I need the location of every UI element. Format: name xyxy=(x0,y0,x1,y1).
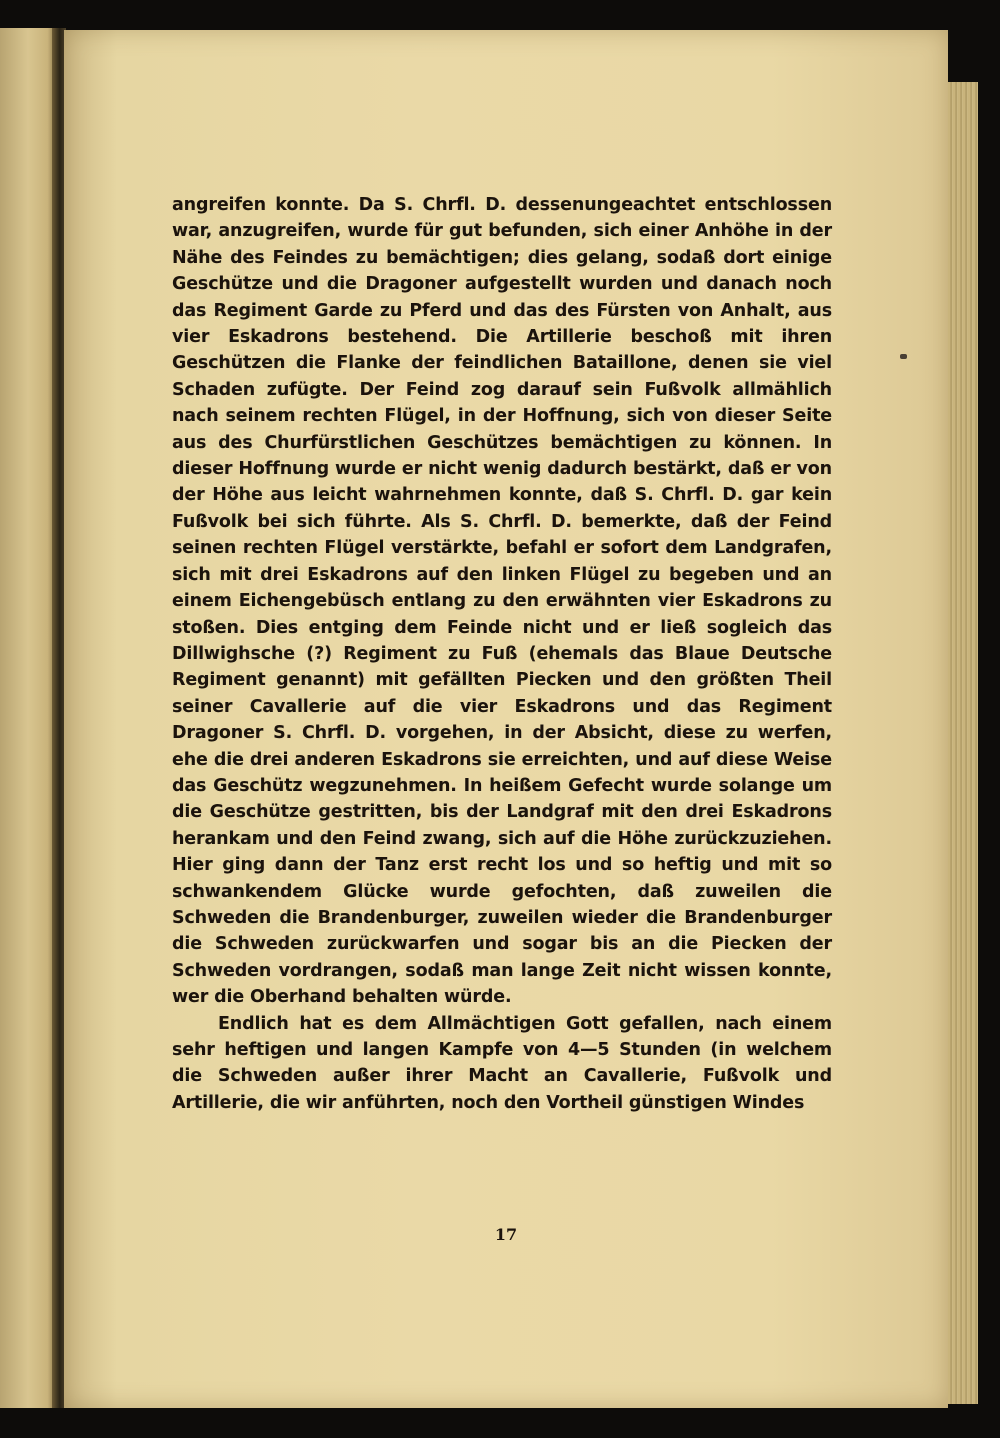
page-number: 17 xyxy=(494,1225,518,1244)
paragraph-endlich: Endlich hat es dem Allmächtigen Gott gefallen, nach einem sehr heftigen und langen Kampfe von 4—5 Stunden (in welchem die Schweden außer ihrer Macht an Cavallerie, Fußvolk und Artillerie, die wir anführten, noch den Vortheil günstigen Windes xyxy=(172,1013,832,1113)
paragraph-continued: angreifen konnte. Da S. Chrfl. D. dessenungeachtet entschlossen war, anzugreifen, wurde für gut befunden, sich einer Anhöhe in der Nähe des Feindes zu bemächtigen; dies gelang, sodaß dort einige Geschütze und die Dragoner aufgestellt wurden und danach noch das Regiment Garde zu Pferd und das des Fürsten von Anhalt, aus vier Eskadrons bestehend. Die Artillerie beschoß mit ihren Geschützen die Flanke der feindlichen Bataillone, denen sie viel Schaden zufügte. Der Feind zog darauf sein Fußvolk allmählich nach seinem rechten Flügel, in der Hoffnung, sich von dieser Seite aus des Churfürstlichen Geschützes bemächtigen zu können. In dieser Hoffnung wurde er nicht wenig dadurch bestärkt, daß er von der Höhe aus leicht wahrnehmen konnte, daß S. Chrfl. D. gar kein Fußvolk bei sich führte. Als S. Chrfl. D. bemerkte, daß der Feind seinen rechten Flügel verstärkte, befahl er sofort dem Landgrafen, sich mit drei Eskadrons auf den linken Flügel zu begeben und an einem Eichengebüsch entlang zu den erwähnten vier Eskadrons zu stoßen. Dies entging dem Feinde nicht und er ließ sogleich das Dillwighsche (?) Regiment zu Fuß (ehemals das Blaue Deutsche Regiment genannt) mit gefällten Piecken und den größten Theil seiner Cavallerie auf die vier Eskadrons und das Regiment Dragoner S. Chrfl. D. vorgehen, in der Absicht, diese zu werfen, ehe die drei anderen Eskadrons sie erreichten, und auf diese Weise das Geschütz wegzunehmen. In heißem Gefecht wurde solange um die Geschütze gestritten, bis der Landgraf mit den drei Eskadrons herankam und den Feind zwang, sich auf die Höhe zurückzuziehen. Hier ging dann der Tanz erst recht los und so heftig und mit so schwankendem Glücke wurde gefochten, daß zuweilen die Schweden die Brandenburger, zuweilen wieder die Brandenburger die Schweden zurückwarfen und sogar bis an die Piecken der Schweden vordrangen, sodaß man lange Zeit nicht wissen konnte, wer die Oberhand behalten würde. xyxy=(172,195,832,1008)
page-stack-edge xyxy=(948,82,978,1404)
body-text xyxy=(172,192,832,1116)
book-page xyxy=(64,30,948,1408)
paper-speck xyxy=(900,354,907,359)
left-page-edge xyxy=(0,28,56,1408)
